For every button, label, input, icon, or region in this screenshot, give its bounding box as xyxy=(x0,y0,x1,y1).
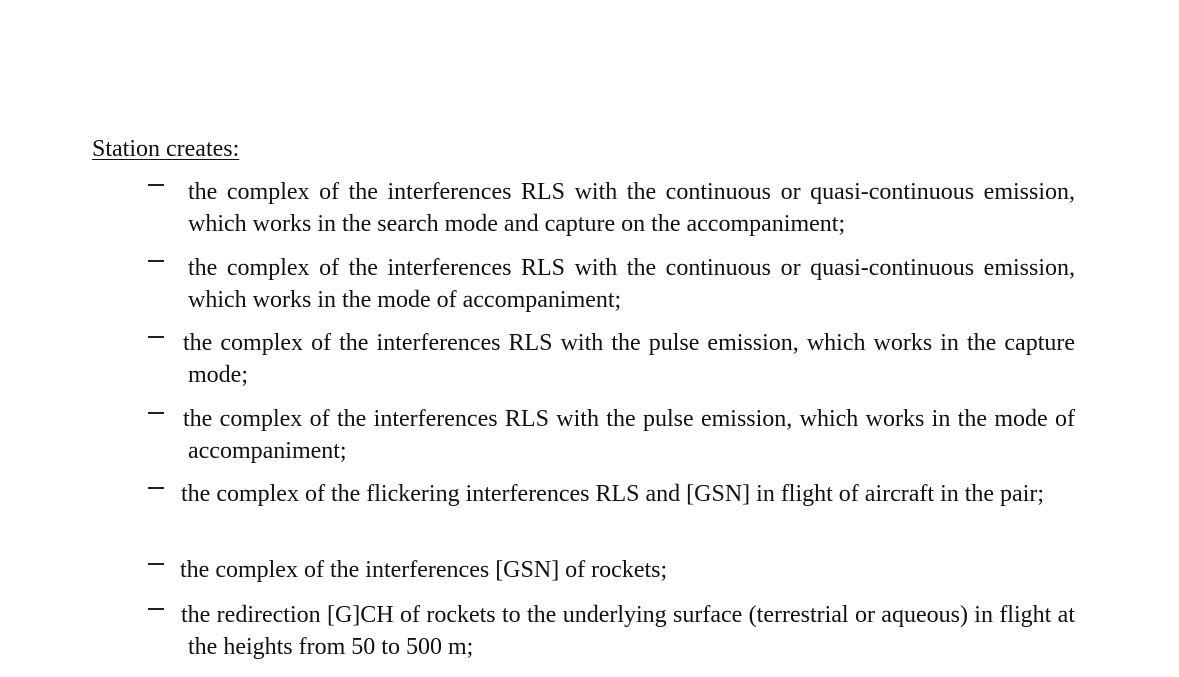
list-item-text: the complex of the interferences RLS with the continuous or quasi-continuous emission, which works in the mode of accompaniment; xyxy=(188,255,1075,313)
list-item-text: the complex of the flickering interferences RLS and [GSN] in flight of aircraft in the pair; xyxy=(181,481,1045,507)
dash-bullet xyxy=(148,336,164,338)
dash-bullet xyxy=(148,260,164,262)
dash-bullet xyxy=(148,412,164,414)
list-item-text: the complex of the interferences RLS with the pulse emission, which works in the capture mode; xyxy=(183,330,1075,388)
dash-bullet xyxy=(148,487,164,489)
dash-bullet xyxy=(148,608,164,610)
list-item-text: the complex of the interferences RLS with the pulse emission, which works in the mode of accompaniment; xyxy=(183,406,1075,464)
dash-bullet xyxy=(148,563,164,565)
list-item-text: the complex of the interferences [GSN] of rockets; xyxy=(180,557,668,583)
section-heading: Station creates: xyxy=(92,136,240,162)
dash-bullet xyxy=(148,184,164,186)
list-item-text: the redirection [G]CH of rockets to the underlying surface (terrestrial or aqueous) in flight at the heights from 50 to 500 m; xyxy=(181,602,1075,660)
list-item-text: the complex of the interferences RLS with the continuous or quasi-continuous emission, which works in the search mode and capture on the accompaniment; xyxy=(188,179,1075,237)
